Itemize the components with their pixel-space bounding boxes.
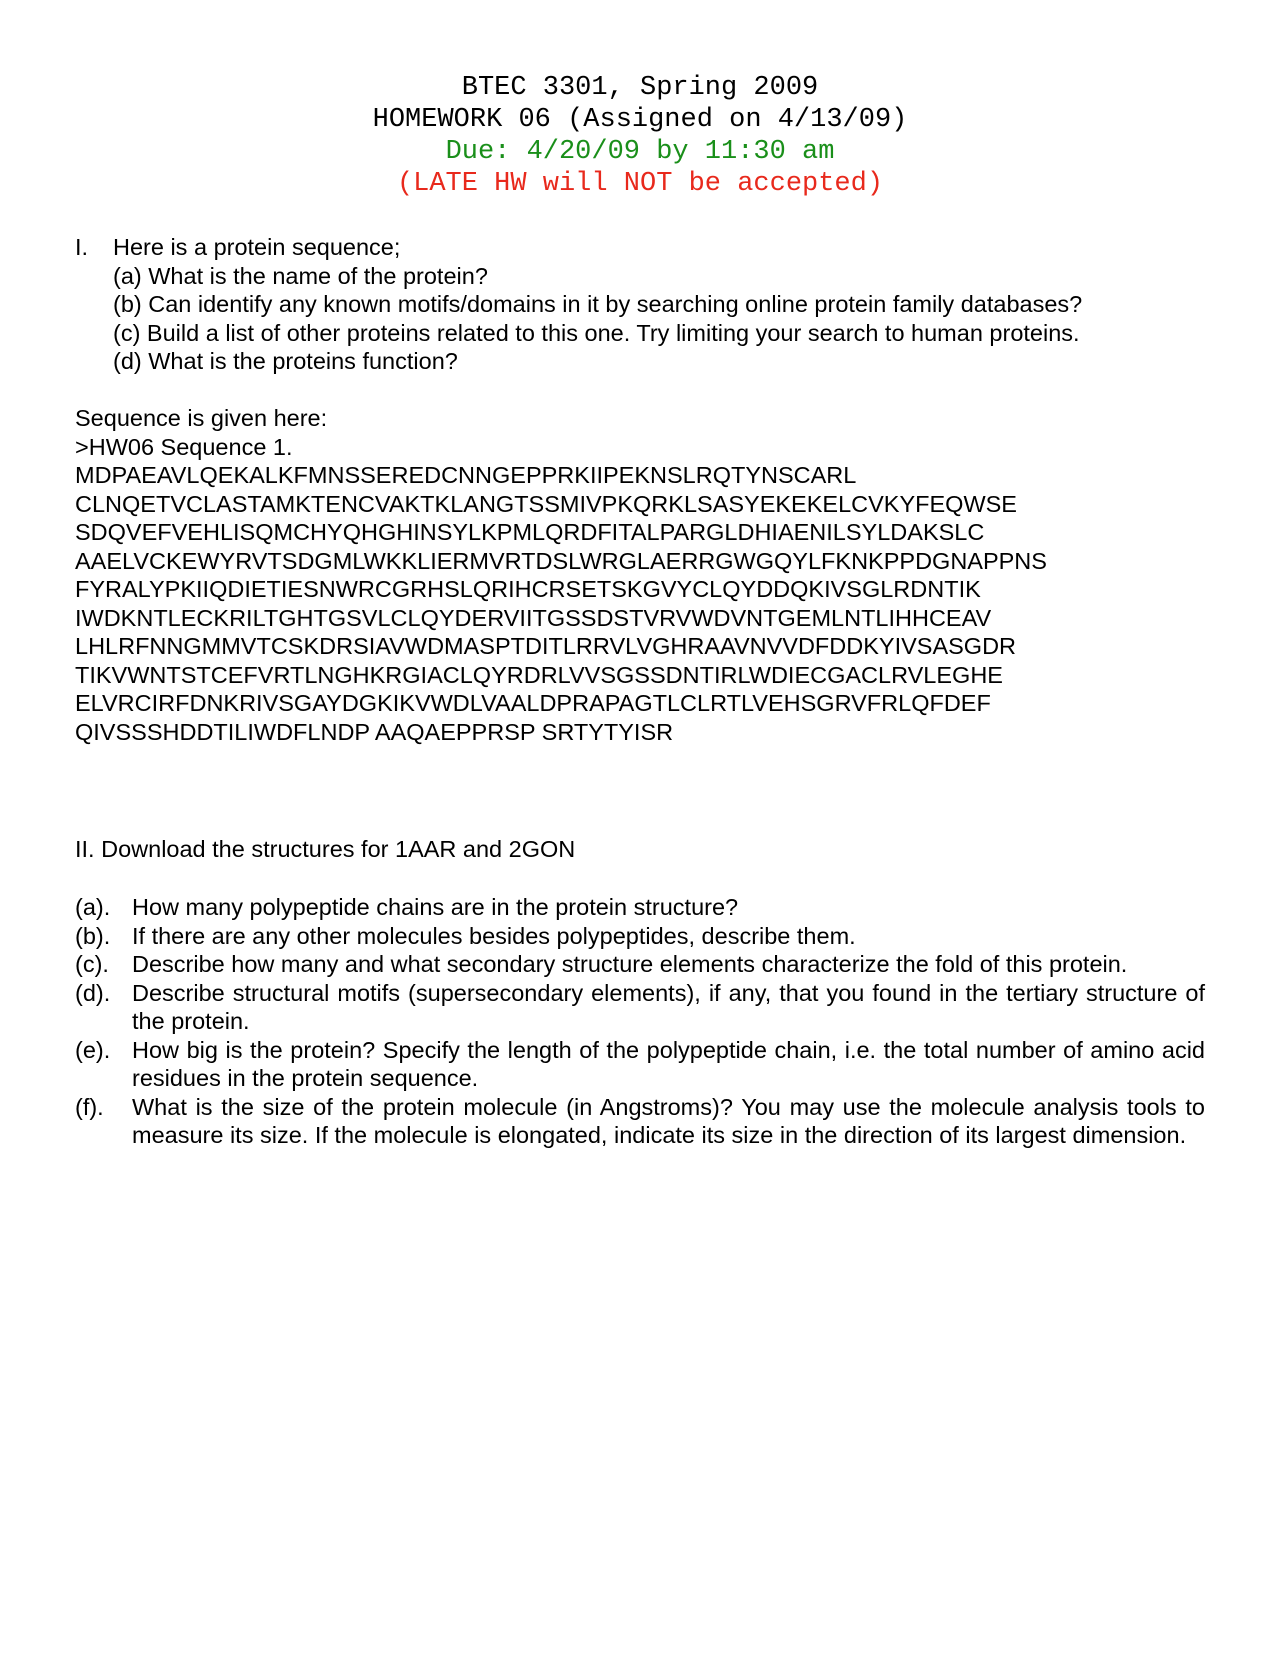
question-item [75,1093,1205,1150]
course-title: BTEC 3301, Spring 2009 [461,73,819,103]
question-item [75,893,1205,922]
question-label: (b). [75,922,111,949]
question-d: (d) What is the proteins function? [113,348,458,374]
question-text: How big is the protein? Specify the length of the polypeptide chain, i.e. the total number of amino acid residues in the protein sequence. [132,1036,1205,1091]
homework-title: HOMEWORK 06 (Assigned on 4/13/09) [372,105,908,135]
question-text: How many polypeptide chains are in the protein structure? [132,894,739,920]
question-item [75,922,1205,951]
question-a: (a) What is the name of the protein? [113,262,488,289]
section-2-title: II. Download the structures for 1AAR and 2GON [75,836,576,862]
sequence-line: TIKVWNTSTCEFVRTLNGHKRGIACLQYRDRLVVSGSSDNTIRLWDIECGACLRVLEGHE [75,661,1003,688]
sequence-line: FYRALYPKIIQDIETIESNWRCGRHSLQRIHCRSETSKGVYCLQYDDQKIVSGLRDNTIK [75,576,981,602]
section-2-questions [75,893,1205,1150]
question-b: (b) Can identify any known motifs/domains in it by searching online protein family databases? [113,291,1083,317]
sequence-line: IWDKNTLECKRILTGHTGSVLCLQYDERVIITGSSDSTVRVWDVNTGEMLNTLIHHCEAV [75,604,992,631]
section-1-intro: Here is a protein sequence; [113,234,401,260]
question-text: Describe structural motifs (supersecondary elements), if any, that you found in the tertiary structure of the protein. [132,979,1205,1034]
question-c: (c) Build a list of other proteins related to this one. Try limiting your search to human proteins. [113,319,1080,346]
sequence-line: SDQVEFVEHLISQMCHYQHGHINSYLKPMLQRDFITALPARGLDHIAENILSYLDAKSLC [75,519,985,545]
question-text: If there are any other molecules besides polypeptides, describe them. [132,922,856,949]
question-item [75,1036,1205,1093]
question-label: (c). [75,951,109,977]
sequence-intro: Sequence is given here: [75,405,328,431]
late-notice: (LATE HW will NOT be accepted) [396,169,884,199]
sequence-line: MDPAEAVLQEKALKFMNSSEREDCNNGEPPRKIIPEKNSLRQTYNSCARL [75,462,857,488]
sequence-line: AAELVCKEWYRVTSDGMLWKKLIERMVRTDSLWRGLAERRGWGQYLFKNKPPDGNAPPNS [75,547,1047,574]
question-label: (f). [75,1093,104,1120]
document-header [0,72,1280,200]
section-1-questions [113,262,1225,376]
question-label: (d). [75,979,111,1006]
sequence-line: CLNQETVCLASTAMKTENCVAKTKLANGTSSMIVPKQRKLSASYEKEKELCVKYFEQWSE [75,490,1017,517]
sequence-line: ELVRCIRFDNKRIVSGAYDGKIKVWDLVAALDPRAPAGTLCLRTLVEHSGRVFRLQFDEF [75,690,991,716]
sequence-line: QIVSSSHDDTILIWDFLNDP AAQAEPPRSP SRTYTYISR [75,718,674,745]
section-1-heading [75,233,1225,262]
question-text: What is the size of the protein molecule (in Angstroms)? You may use the molecule analysis tools to measure its size. If the molecule is elongated, indicate its size in the direction of its largest dimension. [132,1093,1205,1148]
question-item [75,979,1205,1036]
question-label: (a). [75,894,111,920]
sequence-header: >HW06 Sequence 1. [75,433,293,460]
question-text: Describe how many and what secondary structure elements characterize the fold of this protein. [132,951,1128,977]
due-date: Due: 4/20/09 by 11:30 am [445,137,835,167]
section-1 [75,233,1225,376]
sequence-line: LHLRFNNGMMVTCSKDRSIAVWDMASPTDITLRRVLVGHRAAVNVVDFDDKYIVSASGDR [75,633,1017,659]
sequence-block [75,404,1225,746]
section-1-number: I. [75,234,89,260]
question-item [75,950,1205,979]
question-label: (e). [75,1036,111,1063]
